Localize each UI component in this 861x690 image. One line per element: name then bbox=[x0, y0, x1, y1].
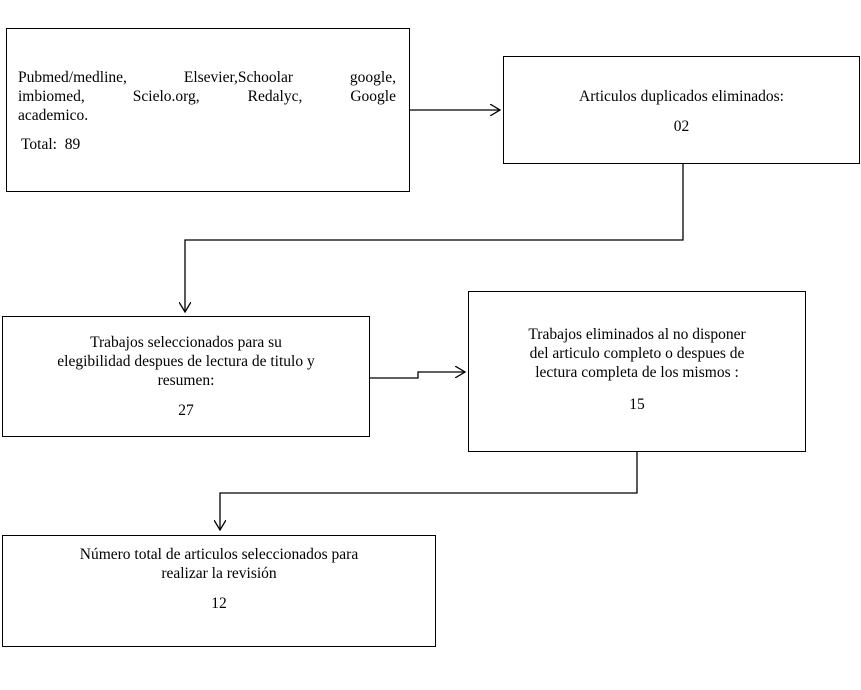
screened-line-2: elegibilidad despues de lectura de titulo y bbox=[57, 353, 315, 370]
excluded-line-1: Trabajos eliminados al no disponer bbox=[528, 326, 746, 343]
arrow-excluded-to-included bbox=[220, 452, 637, 530]
excluded-box bbox=[468, 291, 806, 452]
arrow-screened-to-excluded bbox=[370, 372, 465, 378]
duplicates-label: Articulos duplicados eliminados: bbox=[579, 88, 784, 105]
sources-line-3: academico. bbox=[18, 107, 89, 124]
sources-total-value: 89 bbox=[64, 136, 81, 153]
sources-box bbox=[6, 28, 410, 192]
excluded-line-2: del articulo completo o despues de bbox=[529, 345, 745, 362]
duplicates-box bbox=[503, 56, 860, 164]
excluded-line-3: lectura completa de los mismos : bbox=[535, 364, 739, 381]
included-line-1: Número total de articulos seleccionados para bbox=[79, 546, 359, 563]
excluded-value: 15 bbox=[629, 396, 645, 413]
sources-total bbox=[21, 135, 80, 154]
screened-value: 27 bbox=[178, 402, 194, 419]
included-box bbox=[2, 535, 436, 647]
screened-box bbox=[2, 316, 370, 437]
included-line-2: realizar la revisión bbox=[161, 565, 277, 582]
screened-line-1: Trabajos seleccionados para su bbox=[90, 334, 282, 351]
duplicates-value: 02 bbox=[673, 118, 690, 135]
sources-line-2: imbiomed, Scielo.org, Redalyc, Google bbox=[18, 88, 396, 105]
included-value: 12 bbox=[211, 595, 227, 612]
screened-line-3: resumen: bbox=[157, 372, 215, 389]
sources-total-label: Total: bbox=[21, 136, 57, 153]
sources-line-1: Pubmed/medline, Elsevier,Schoolar google, bbox=[18, 69, 396, 86]
